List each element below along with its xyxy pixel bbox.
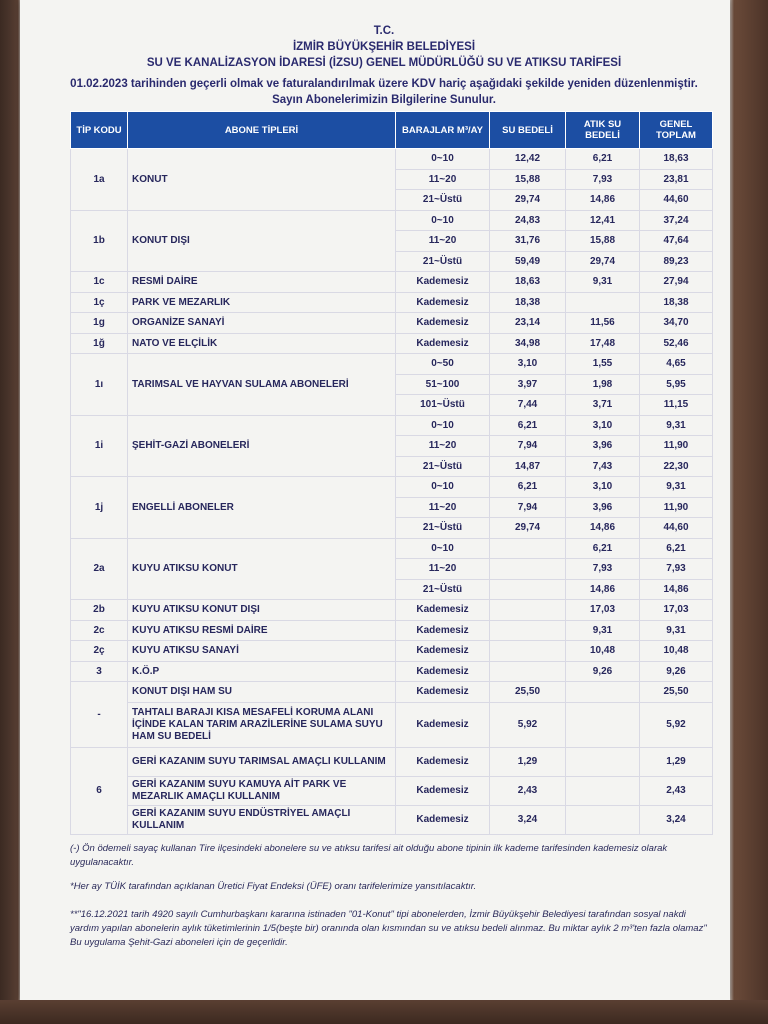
tier-cell: 11~20 xyxy=(396,169,490,190)
tip-code-cell: 6 xyxy=(71,747,128,834)
tip-code-cell: 1g xyxy=(71,313,128,334)
tier-cell: Kademesiz xyxy=(396,805,490,834)
total-cell: 23,81 xyxy=(640,169,713,190)
subscriber-type-cell: GERİ KAZANIM SUYU ENDÜSTRİYEL AMAÇLI KULLANIM xyxy=(128,805,396,834)
tier-cell: Kademesiz xyxy=(396,313,490,334)
wastewater-fee-cell: 6,21 xyxy=(566,149,640,170)
water-fee-cell: 34,98 xyxy=(490,333,566,354)
note-social-aid: **"16.12.2021 tarih 4920 sayılı Cumhurbaşkanı kararına istinaden "01-Konut" tipi abonelerden, İzmir Büyükşehir Belediyesi tarafından sosyal nakdi yardım yapılan abonelerin aylık tüketimlerinin 1/5(beşte bir) oranında olan kısmından su ve atıksu bedeli alınmaz. Bu miktar aylık 2 m³'ten fazla olamaz" Bu uygulama Şehit-Gazi aboneleri için de geçerlidir. xyxy=(70,909,707,948)
table-row xyxy=(71,661,713,682)
subscriber-type-cell: KUYU ATIKSU KONUT xyxy=(128,538,396,600)
tier-cell: Kademesiz xyxy=(396,682,490,703)
total-cell: 18,38 xyxy=(640,292,713,313)
water-fee-cell: 5,92 xyxy=(490,702,566,747)
subscriber-type-cell: GERİ KAZANIM SUYU KAMUYA AİT PARK VE MEZARLIK AMAÇLI KULLANIM xyxy=(128,776,396,805)
total-cell: 34,70 xyxy=(640,313,713,334)
total-cell: 9,31 xyxy=(640,415,713,436)
table-row xyxy=(71,313,713,334)
table-header-row xyxy=(71,112,713,149)
tier-cell: 0~10 xyxy=(396,538,490,559)
wastewater-fee-cell xyxy=(566,292,640,313)
table-row xyxy=(71,538,713,559)
tier-cell: Kademesiz xyxy=(396,333,490,354)
wastewater-fee-cell xyxy=(566,682,640,703)
water-fee-cell: 1,29 xyxy=(490,747,566,776)
tier-cell: 0~10 xyxy=(396,415,490,436)
subscriber-type-cell: ORGANİZE SANAYİ xyxy=(128,313,396,334)
wastewater-fee-cell: 3,96 xyxy=(566,436,640,457)
water-fee-cell: 23,14 xyxy=(490,313,566,334)
water-fee-cell: 3,97 xyxy=(490,374,566,395)
tip-code-cell: 1ı xyxy=(71,354,128,416)
subscriber-type-cell: GERİ KAZANIM SUYU TARIMSAL AMAÇLI KULLANIM xyxy=(128,747,396,776)
tier-cell: Kademesiz xyxy=(396,702,490,747)
wastewater-fee-cell: 29,74 xyxy=(566,251,640,272)
note-prepaid: (-) Ön ödemeli sayaç kullanan Tire ilçesindeki abonelere su ve atıksu tarifesi ait olduğu abone tipinin ilk kademe tarifesinden kademesiz olarak uygulanacaktır. xyxy=(70,843,668,868)
wastewater-fee-cell: 9,31 xyxy=(566,620,640,641)
water-fee-cell xyxy=(490,620,566,641)
table-row xyxy=(71,600,713,621)
wastewater-fee-cell xyxy=(566,805,640,834)
wastewater-fee-cell xyxy=(566,776,640,805)
water-fee-cell: 15,88 xyxy=(490,169,566,190)
total-cell: 10,48 xyxy=(640,641,713,662)
tier-cell: 11~20 xyxy=(396,436,490,457)
water-fee-cell: 3,24 xyxy=(490,805,566,834)
tip-code-cell: 2ç xyxy=(71,641,128,662)
total-cell: 4,65 xyxy=(640,354,713,375)
total-cell: 11,15 xyxy=(640,395,713,416)
tariff-table xyxy=(70,111,713,835)
tier-cell: 0~10 xyxy=(396,477,490,498)
wastewater-fee-cell: 11,56 xyxy=(566,313,640,334)
table-body xyxy=(71,149,713,835)
total-cell: 44,60 xyxy=(640,518,713,539)
total-cell: 5,92 xyxy=(640,702,713,747)
water-fee-cell: 7,44 xyxy=(490,395,566,416)
water-fee-cell: 3,10 xyxy=(490,354,566,375)
tier-cell: 11~20 xyxy=(396,497,490,518)
wastewater-fee-cell: 3,96 xyxy=(566,497,640,518)
header-tip-kodu: TİP KODU xyxy=(71,112,128,149)
water-fee-cell xyxy=(490,641,566,662)
water-fee-cell xyxy=(490,538,566,559)
table-row xyxy=(71,641,713,662)
tier-cell: Kademesiz xyxy=(396,776,490,805)
water-fee-cell: 29,74 xyxy=(490,190,566,211)
table-surface xyxy=(0,1000,768,1024)
tip-code-cell: 2b xyxy=(71,600,128,621)
total-cell: 9,26 xyxy=(640,661,713,682)
tier-cell: Kademesiz xyxy=(396,292,490,313)
total-cell: 25,50 xyxy=(640,682,713,703)
table-row xyxy=(71,477,713,498)
total-cell: 18,63 xyxy=(640,149,713,170)
water-fee-cell: 7,94 xyxy=(490,497,566,518)
total-cell: 6,21 xyxy=(640,538,713,559)
water-fee-cell xyxy=(490,559,566,580)
header-genel-toplam: GENEL TOPLAM xyxy=(640,112,713,149)
total-cell: 9,31 xyxy=(640,477,713,498)
table-row xyxy=(71,292,713,313)
tip-code-cell: 2c xyxy=(71,620,128,641)
wastewater-fee-cell: 1,98 xyxy=(566,374,640,395)
water-fee-cell: 12,42 xyxy=(490,149,566,170)
table-row xyxy=(71,149,713,170)
tip-code-cell: 1a xyxy=(71,149,128,211)
wastewater-fee-cell: 7,93 xyxy=(566,169,640,190)
tier-cell: 0~10 xyxy=(396,149,490,170)
tier-cell: 21~Üstü xyxy=(396,518,490,539)
total-cell: 9,31 xyxy=(640,620,713,641)
wastewater-fee-cell: 3,10 xyxy=(566,415,640,436)
tier-cell: 51~100 xyxy=(396,374,490,395)
header-izsu: SU VE KANALİZASYON İDARESİ (İZSU) GENEL MÜDÜRLÜĞÜ SU VE ATIKSU TARİFESİ xyxy=(146,57,622,69)
tip-code-cell: 3 xyxy=(71,661,128,682)
wastewater-fee-cell: 14,86 xyxy=(566,518,640,539)
tier-cell: Kademesiz xyxy=(396,641,490,662)
table-row xyxy=(71,620,713,641)
water-fee-cell: 6,21 xyxy=(490,477,566,498)
wastewater-fee-cell: 6,21 xyxy=(566,538,640,559)
tier-cell: Kademesiz xyxy=(396,661,490,682)
subscriber-type-cell: K.Ö.P xyxy=(128,661,396,682)
wastewater-fee-cell: 10,48 xyxy=(566,641,640,662)
wastewater-fee-cell xyxy=(566,702,640,747)
table-row xyxy=(71,702,713,747)
wastewater-fee-cell: 3,10 xyxy=(566,477,640,498)
water-fee-cell xyxy=(490,600,566,621)
total-cell: 52,46 xyxy=(640,333,713,354)
table-row xyxy=(71,805,713,834)
total-cell: 22,30 xyxy=(640,456,713,477)
tier-cell: 0~50 xyxy=(396,354,490,375)
table-row xyxy=(71,354,713,375)
wastewater-fee-cell: 14,86 xyxy=(566,190,640,211)
subscriber-type-cell: TAHTALI BARAJI KISA MESAFELİ KORUMA ALANI İÇİNDE KALAN TARIM ARAZİLERİNE SULAMA SUYU HAM SU BEDELİ xyxy=(128,702,396,747)
tip-code-cell: 1c xyxy=(71,272,128,293)
tier-cell: Kademesiz xyxy=(396,620,490,641)
subscriber-type-cell: KONUT DIŞI xyxy=(128,210,396,272)
subscriber-type-cell: KUYU ATIKSU KONUT DIŞI xyxy=(128,600,396,621)
wastewater-fee-cell: 9,31 xyxy=(566,272,640,293)
header-validity: 01.02.2023 tarihinden geçerli olmak ve faturalandırılmak üzere KDV hariç aşağıdaki şekilde yeniden düzenlenmiştir. xyxy=(70,78,698,90)
wastewater-fee-cell: 12,41 xyxy=(566,210,640,231)
total-cell: 1,29 xyxy=(640,747,713,776)
water-fee-cell: 29,74 xyxy=(490,518,566,539)
tier-cell: Kademesiz xyxy=(396,600,490,621)
header-su-bedeli: SU BEDELİ xyxy=(490,112,566,149)
tip-code-cell: 1b xyxy=(71,210,128,272)
wastewater-fee-cell: 17,48 xyxy=(566,333,640,354)
subscriber-type-cell: KONUT DIŞI HAM SU xyxy=(128,682,396,703)
total-cell: 3,24 xyxy=(640,805,713,834)
wastewater-fee-cell: 17,03 xyxy=(566,600,640,621)
water-fee-cell: 31,76 xyxy=(490,231,566,252)
header-municipality: İZMİR BÜYÜKŞEHİR BELEDİYESİ xyxy=(292,41,476,53)
water-fee-cell: 7,94 xyxy=(490,436,566,457)
tier-cell: 101~Üstü xyxy=(396,395,490,416)
subscriber-type-cell: KONUT xyxy=(128,149,396,211)
tier-cell: Kademesiz xyxy=(396,272,490,293)
subscriber-type-cell: KUYU ATIKSU RESMİ DAİRE xyxy=(128,620,396,641)
wastewater-fee-cell: 9,26 xyxy=(566,661,640,682)
wastewater-fee-cell: 7,93 xyxy=(566,559,640,580)
total-cell: 14,86 xyxy=(640,579,713,600)
tier-cell: 0~10 xyxy=(396,210,490,231)
total-cell: 11,90 xyxy=(640,497,713,518)
water-fee-cell: 24,83 xyxy=(490,210,566,231)
water-fee-cell: 18,63 xyxy=(490,272,566,293)
water-fee-cell xyxy=(490,661,566,682)
table-row xyxy=(71,272,713,293)
table-row xyxy=(71,747,713,776)
table-row xyxy=(71,415,713,436)
tip-code-cell: 1ç xyxy=(71,292,128,313)
header-barajlar: BARAJLAR M³/AY xyxy=(396,112,490,149)
tier-cell: 21~Üstü xyxy=(396,190,490,211)
table-row xyxy=(71,776,713,805)
table-row xyxy=(71,682,713,703)
subscriber-type-cell: RESMİ DAİRE xyxy=(128,272,396,293)
wastewater-fee-cell: 1,55 xyxy=(566,354,640,375)
wastewater-fee-cell: 14,86 xyxy=(566,579,640,600)
total-cell: 5,95 xyxy=(640,374,713,395)
total-cell: 27,94 xyxy=(640,272,713,293)
header-notice: Sayın Abonelerimizin Bilgilerine Sunulur. xyxy=(272,94,496,106)
table-row xyxy=(71,210,713,231)
total-cell: 47,64 xyxy=(640,231,713,252)
tip-code-cell: - xyxy=(71,682,128,748)
wastewater-fee-cell: 3,71 xyxy=(566,395,640,416)
wastewater-fee-cell: 7,43 xyxy=(566,456,640,477)
tier-cell: 11~20 xyxy=(396,231,490,252)
tier-cell: 11~20 xyxy=(396,559,490,580)
tip-code-cell: 1j xyxy=(71,477,128,539)
total-cell: 7,93 xyxy=(640,559,713,580)
tier-cell: 21~Üstü xyxy=(396,579,490,600)
header-abone-tipleri: ABONE TİPLERİ xyxy=(128,112,396,149)
water-fee-cell: 2,43 xyxy=(490,776,566,805)
total-cell: 44,60 xyxy=(640,190,713,211)
water-fee-cell: 6,21 xyxy=(490,415,566,436)
tip-code-cell: 1ğ xyxy=(71,333,128,354)
total-cell: 11,90 xyxy=(640,436,713,457)
water-fee-cell: 25,50 xyxy=(490,682,566,703)
water-fee-cell: 59,49 xyxy=(490,251,566,272)
header-atik-su-bedeli: ATIK SU BEDELİ xyxy=(566,112,640,149)
tier-cell: 21~Üstü xyxy=(396,456,490,477)
water-fee-cell: 14,87 xyxy=(490,456,566,477)
water-fee-cell xyxy=(490,579,566,600)
note-ufe: *Her ay TÜİK tarafından açıklanan Üretici Fiyat Endeksi (ÜFE) oranı tarifelerimize yansıtılacaktır. xyxy=(70,881,477,892)
header-tc: T.C. xyxy=(373,25,395,37)
subscriber-type-cell: TARIMSAL VE HAYVAN SULAMA ABONELERİ xyxy=(128,354,396,416)
subscriber-type-cell: PARK VE MEZARLIK xyxy=(128,292,396,313)
wastewater-fee-cell: 15,88 xyxy=(566,231,640,252)
wastewater-fee-cell xyxy=(566,747,640,776)
total-cell: 2,43 xyxy=(640,776,713,805)
tip-code-cell: 1i xyxy=(71,415,128,477)
table-row xyxy=(71,333,713,354)
subscriber-type-cell: ENGELLİ ABONELER xyxy=(128,477,396,539)
subscriber-type-cell: KUYU ATIKSU SANAYİ xyxy=(128,641,396,662)
total-cell: 17,03 xyxy=(640,600,713,621)
tier-cell: Kademesiz xyxy=(396,747,490,776)
water-fee-cell: 18,38 xyxy=(490,292,566,313)
tier-cell: 21~Üstü xyxy=(396,251,490,272)
tip-code-cell: 2a xyxy=(71,538,128,600)
subscriber-type-cell: NATO VE ELÇİLİK xyxy=(128,333,396,354)
total-cell: 89,23 xyxy=(640,251,713,272)
subscriber-type-cell: ŞEHİT-GAZİ ABONELERİ xyxy=(128,415,396,477)
total-cell: 37,24 xyxy=(640,210,713,231)
